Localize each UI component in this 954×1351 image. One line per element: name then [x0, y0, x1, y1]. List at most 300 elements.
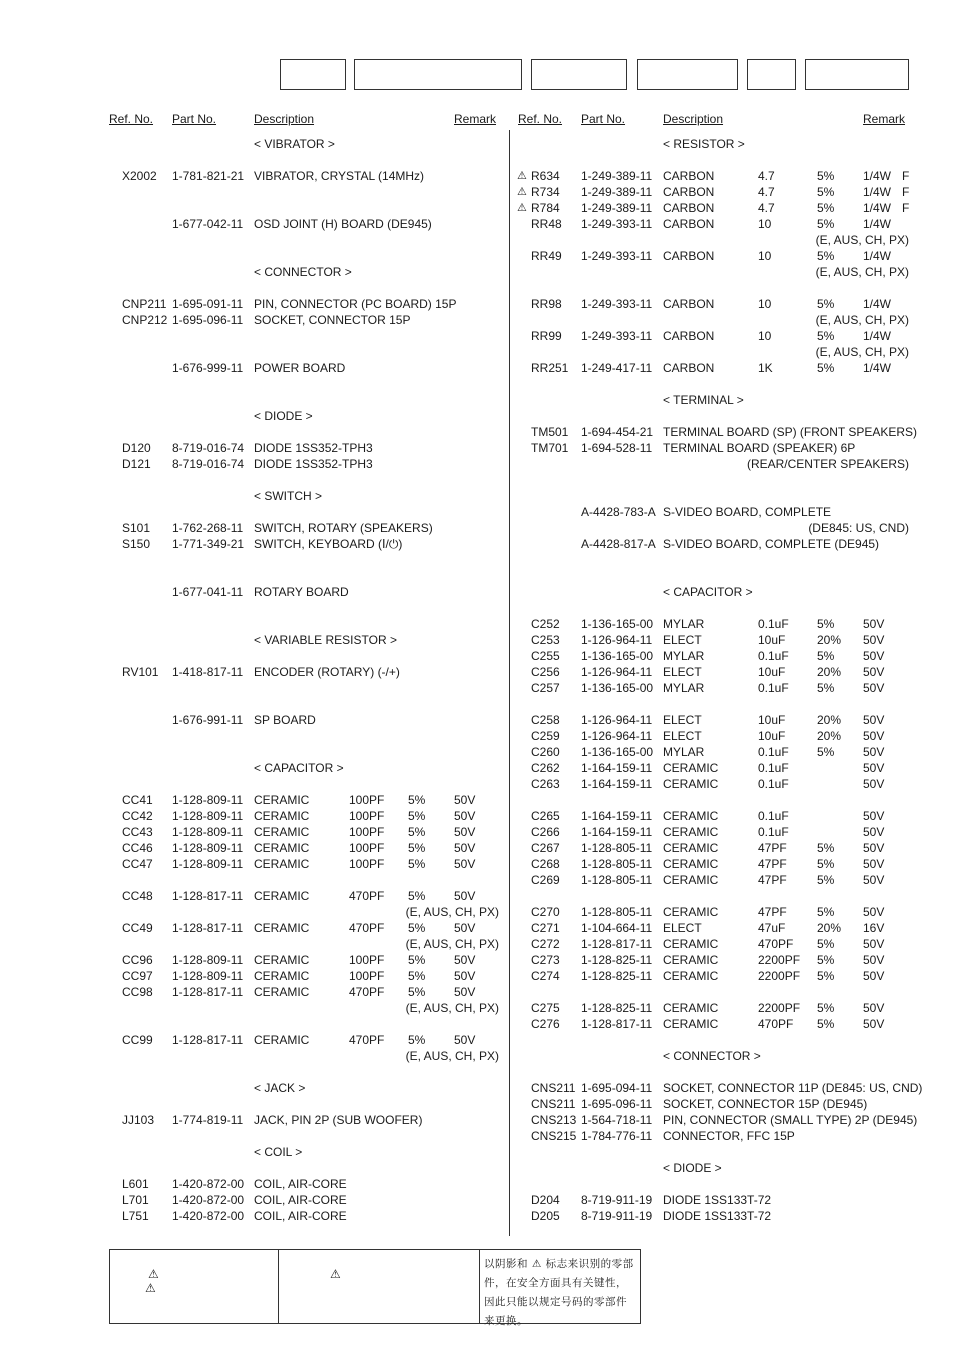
remark-note: (DE845: US, CND) — [808, 521, 909, 535]
section-title: < DIODE > — [254, 409, 313, 423]
ref-no: C252 — [531, 617, 560, 631]
description: CONNECTOR, FFC 15P — [663, 1129, 795, 1143]
tolerance: 5% — [817, 361, 835, 375]
part-no: 1-128-817-11 — [172, 889, 244, 903]
part-no: 1-164-159-11 — [581, 825, 653, 839]
rating: 50V — [454, 953, 476, 967]
part-no: 1-128-817-11 — [581, 937, 653, 951]
spacer-row — [509, 888, 954, 904]
ref-no: CNP211 — [122, 297, 167, 311]
ref-no: RR99 — [531, 329, 562, 343]
rating: 50V — [863, 633, 885, 647]
description: MYLAR — [663, 649, 705, 663]
value: 10uF — [758, 665, 786, 679]
rating: 50V — [454, 969, 476, 983]
description: ELECT — [663, 633, 702, 647]
spacer-row — [509, 376, 954, 392]
value: 0.1uF — [758, 681, 789, 695]
rating: 50V — [863, 1017, 885, 1031]
rating: 50V — [454, 921, 476, 935]
part-no: 1-771-349-21 — [172, 537, 245, 551]
part-row — [509, 856, 954, 872]
part-row — [509, 776, 954, 792]
tolerance: 5% — [817, 249, 835, 263]
part-no: 1-695-096-11 — [172, 313, 244, 327]
value: 0.1uF — [758, 777, 789, 791]
description: PIN, CONNECTOR (PC BOARD) 15P — [254, 297, 457, 311]
tolerance: 5% — [817, 297, 835, 311]
value: 470PF — [758, 1017, 794, 1031]
description: POWER BOARD — [254, 361, 346, 375]
part-row — [509, 1192, 954, 1208]
ref-no: L751 — [122, 1209, 149, 1223]
part-row — [509, 840, 954, 856]
ref-no: CNP212 — [122, 313, 168, 327]
part-row — [509, 664, 954, 680]
part-row — [0, 920, 509, 936]
part-no: 1-128-805-11 — [581, 841, 653, 855]
ref-no: C276 — [531, 1017, 560, 1031]
part-row — [509, 1128, 954, 1144]
description: CERAMIC — [254, 889, 310, 903]
rating: 50V — [863, 761, 885, 775]
remark-note: (E, AUS, CH, PX) — [815, 345, 909, 359]
rating: 50V — [863, 777, 885, 791]
ref-no: JJ103 — [122, 1113, 155, 1127]
ref-no: CC41 — [122, 793, 153, 807]
description: CARBON — [663, 249, 715, 263]
description: CERAMIC — [663, 825, 719, 839]
ref-no: CC42 — [122, 809, 153, 823]
description: SWITCH, KEYBOARD (Ⅰ/⏻) — [254, 537, 403, 551]
tolerance: 5% — [408, 969, 426, 983]
description: CERAMIC — [663, 873, 719, 887]
rating: 50V — [863, 937, 885, 951]
section-title: < DIODE > — [663, 1161, 722, 1175]
tolerance: 5% — [408, 921, 426, 935]
part-no: 1-249-389-11 — [581, 201, 653, 215]
ref-no: CC96 — [122, 953, 153, 967]
description: CARBON — [663, 361, 715, 375]
part-no: 1-781-821-21 — [172, 169, 245, 183]
description: ELECT — [663, 921, 702, 935]
spacer-row — [0, 184, 509, 200]
remark-note: (E, AUS, CH, PX) — [815, 265, 909, 279]
description: CARBON — [663, 297, 715, 311]
rating: 50V — [454, 825, 476, 839]
value: 0.1uF — [758, 761, 789, 775]
spacer-row — [0, 648, 509, 664]
part-row — [509, 216, 954, 232]
part-row — [0, 968, 509, 984]
description: CERAMIC — [663, 857, 719, 871]
value: 4.7 — [758, 201, 775, 215]
tolerance: 5% — [408, 985, 426, 999]
part-row — [509, 648, 954, 664]
description: DIODE 1SS133T-72 — [663, 1193, 772, 1207]
header-box-4 — [637, 59, 738, 90]
section-heading — [509, 136, 954, 152]
part-no: 1-694-454-21 — [581, 425, 654, 439]
ref-no: C274 — [531, 969, 560, 983]
description: DIODE 1SS352-TPH3 — [254, 441, 373, 455]
description: ROTARY BOARD — [254, 585, 349, 599]
description: VIBRATOR, CRYSTAL (14MHz) — [254, 169, 425, 183]
left-header-remark: Remark — [454, 112, 497, 126]
spacer-row — [0, 552, 509, 568]
description: PIN, CONNECTOR (SMALL TYPE) 2P (DE945) — [663, 1113, 918, 1127]
description: TERMINAL BOARD (SP) (FRONT SPEAKERS) — [663, 425, 918, 439]
ref-no: C266 — [531, 825, 560, 839]
part-no: 1-564-718-11 — [581, 1113, 653, 1127]
description: COIL, AIR-CORE — [254, 1193, 347, 1207]
description: CERAMIC — [254, 1033, 310, 1047]
section-title: < TERMINAL > — [663, 393, 744, 407]
part-no: 1-128-805-11 — [581, 857, 653, 871]
part-row — [0, 520, 509, 536]
part-row — [509, 184, 954, 200]
rating: 50V — [863, 681, 885, 695]
part-no: 1-128-809-11 — [172, 953, 244, 967]
rating: 50V — [863, 649, 885, 663]
part-row — [0, 856, 509, 872]
section-heading — [509, 584, 954, 600]
part-row — [509, 1096, 954, 1112]
value: 470PF — [349, 985, 385, 999]
ref-no: R784 — [531, 201, 560, 215]
section-title: < JACK > — [254, 1081, 306, 1095]
part-row — [0, 888, 509, 904]
remark-note: (E, AUS, CH, PX) — [405, 905, 499, 919]
rating: 50V — [454, 889, 476, 903]
part-no: 1-126-964-11 — [581, 729, 653, 743]
part-no: 1-104-664-11 — [581, 921, 653, 935]
rating: 50V — [863, 745, 885, 759]
rating: 1/4W — [863, 185, 892, 199]
ref-no: C273 — [531, 953, 560, 967]
value: 0.1uF — [758, 649, 789, 663]
value: 470PF — [349, 1033, 385, 1047]
notice-chinese-text: 以阴影和 ⚠ 标志来识别的零部件，在安全方面具有关键性，因此只能以规定号码的零部件来更换。 — [484, 1258, 634, 1327]
flag: F — [902, 201, 910, 215]
tolerance: 5% — [817, 1017, 835, 1031]
part-no: 1-128-805-11 — [581, 905, 653, 919]
section-heading — [0, 488, 509, 504]
remark-note: (E, AUS, CH, PX) — [405, 937, 499, 951]
ref-no: CNS211 — [531, 1097, 576, 1111]
spacer-row — [0, 1128, 509, 1144]
description: CERAMIC — [254, 969, 310, 983]
rating: 50V — [454, 1033, 476, 1047]
tolerance: 5% — [817, 217, 835, 231]
ref-no: D204 — [531, 1193, 560, 1207]
rating: 50V — [454, 809, 476, 823]
part-row — [0, 168, 509, 184]
description: CERAMIC — [254, 809, 310, 823]
value: 10uF — [758, 729, 786, 743]
description: ELECT — [663, 729, 702, 743]
ref-no: RR49 — [531, 249, 562, 263]
ref-no: C272 — [531, 937, 560, 951]
part-no: 8-719-911-19 — [581, 1193, 653, 1207]
left-header-ref: Ref. No. — [109, 112, 154, 126]
ref-no: R734 — [531, 185, 560, 199]
part-row — [509, 536, 954, 552]
tolerance: 5% — [817, 953, 835, 967]
ref-no: C268 — [531, 857, 560, 871]
ref-no: CC43 — [122, 825, 153, 839]
spacer-row — [509, 600, 954, 616]
part-row — [509, 248, 954, 264]
value: 47PF — [758, 841, 787, 855]
section-heading — [509, 392, 954, 408]
part-no: A-4428-783-A — [581, 505, 656, 519]
ref-no: C259 — [531, 729, 560, 743]
section-heading — [0, 760, 509, 776]
tolerance: 5% — [408, 857, 426, 871]
part-row — [509, 760, 954, 776]
value: 47PF — [758, 873, 787, 887]
remark-row — [0, 936, 509, 952]
rating: 50V — [863, 729, 885, 743]
tolerance: 20% — [817, 729, 842, 743]
rating: 50V — [863, 953, 885, 967]
value: 100PF — [349, 953, 385, 967]
description: JACK, PIN 2P (SUB WOOFER) — [254, 1113, 423, 1127]
description: CERAMIC — [254, 793, 310, 807]
part-row — [509, 1112, 954, 1128]
rating: 50V — [863, 665, 885, 679]
spacer-row — [509, 1032, 954, 1048]
spacer-row — [509, 696, 954, 712]
header-box-1 — [280, 59, 346, 90]
value: 470PF — [349, 889, 385, 903]
part-no: 1-136-165-00 — [581, 681, 654, 695]
part-row — [0, 952, 509, 968]
part-no: 1-136-165-00 — [581, 745, 654, 759]
part-no: 1-128-809-11 — [172, 969, 244, 983]
part-no: 1-420-872-00 — [172, 1209, 245, 1223]
ref-no: TM501 — [531, 425, 569, 439]
part-row — [0, 840, 509, 856]
header-box-5 — [747, 59, 796, 90]
ref-no: CC98 — [122, 985, 153, 999]
description: CERAMIC — [254, 985, 310, 999]
part-row — [509, 904, 954, 920]
part-no: 1-128-809-11 — [172, 841, 244, 855]
part-no: 1-128-817-11 — [581, 1017, 653, 1031]
flag: F — [902, 169, 910, 183]
remark-row — [509, 520, 954, 536]
tolerance: 5% — [817, 681, 835, 695]
description: SOCKET, CONNECTOR 15P (DE945) — [663, 1097, 868, 1111]
ref-no: C260 — [531, 745, 560, 759]
rating: 1/4W — [863, 297, 892, 311]
value: 100PF — [349, 825, 385, 839]
value: 10 — [758, 297, 772, 311]
spacer-row — [0, 1064, 509, 1080]
part-no: 1-418-817-11 — [172, 665, 244, 679]
part-row — [0, 712, 509, 728]
part-row — [509, 360, 954, 376]
section-heading — [509, 1048, 954, 1064]
part-row — [509, 440, 954, 456]
description: CERAMIC — [663, 905, 719, 919]
section-title: < VARIABLE RESISTOR > — [254, 633, 397, 647]
description: ENCODER (ROTARY) (-/+) — [254, 665, 400, 679]
right-header-ref: Ref. No. — [518, 112, 563, 126]
value: 470PF — [758, 937, 794, 951]
part-row — [0, 1032, 509, 1048]
section-title: < CAPACITOR > — [663, 585, 753, 599]
description: SOCKET, CONNECTOR 11P (DE845: US, CND) — [663, 1081, 923, 1095]
rating: 1/4W — [863, 169, 892, 183]
description: MYLAR — [663, 681, 705, 695]
description: CERAMIC — [254, 841, 310, 855]
rating: 50V — [863, 1001, 885, 1015]
spacer-row — [509, 1144, 954, 1160]
spacer-row — [509, 280, 954, 296]
notice-cell-english — [110, 1250, 279, 1323]
safety-notice-box — [109, 1249, 641, 1327]
value: 0.1uF — [758, 809, 789, 823]
ref-no: C256 — [531, 665, 560, 679]
ref-no: C263 — [531, 777, 560, 791]
tolerance: 5% — [817, 969, 835, 983]
warning-icon: ⚠ — [517, 186, 527, 198]
part-row — [509, 632, 954, 648]
description: CERAMIC — [663, 953, 719, 967]
ref-no: C265 — [531, 809, 560, 823]
part-row — [509, 872, 954, 888]
part-no: 1-677-041-11 — [172, 585, 244, 599]
part-no: 1-128-809-11 — [172, 825, 244, 839]
value: 2200PF — [758, 969, 801, 983]
description: CERAMIC — [254, 953, 310, 967]
right-header-remark: Remark — [863, 112, 906, 126]
ref-no: C253 — [531, 633, 560, 647]
part-row — [509, 744, 954, 760]
ref-no: CC46 — [122, 841, 153, 855]
part-no: 1-128-825-11 — [581, 1001, 653, 1015]
part-no: 1-695-096-11 — [581, 1097, 653, 1111]
spacer-row — [509, 408, 954, 424]
part-row — [509, 424, 954, 440]
part-no: 1-249-393-11 — [581, 329, 653, 343]
ref-no: CNS213 — [531, 1113, 577, 1127]
part-row — [0, 1176, 509, 1192]
part-row — [0, 456, 509, 472]
description: ELECT — [663, 665, 702, 679]
remark-row — [0, 1048, 509, 1064]
part-row — [0, 1192, 509, 1208]
value: 100PF — [349, 809, 385, 823]
warning-icon: ⚠ — [148, 1267, 159, 1281]
value: 100PF — [349, 857, 385, 871]
rating: 50V — [863, 809, 885, 823]
part-row — [0, 808, 509, 824]
part-row — [0, 216, 509, 232]
tolerance: 5% — [408, 825, 426, 839]
spacer-row — [0, 568, 509, 584]
description: CARBON — [663, 217, 715, 231]
tolerance: 5% — [817, 857, 835, 871]
value: 0.1uF — [758, 825, 789, 839]
description: CARBON — [663, 201, 715, 215]
part-no: 1-249-417-11 — [581, 361, 653, 375]
section-title: < CONNECTOR > — [663, 1049, 761, 1063]
description: CERAMIC — [663, 809, 719, 823]
part-row — [0, 312, 509, 328]
ref-no: S101 — [122, 521, 151, 535]
spacer-row — [0, 872, 509, 888]
tolerance: 5% — [408, 809, 426, 823]
tolerance: 20% — [817, 713, 842, 727]
remark-row — [0, 904, 509, 920]
spacer-row — [509, 488, 954, 504]
remark-row — [509, 232, 954, 248]
ref-no: RR48 — [531, 217, 562, 231]
part-row — [0, 1112, 509, 1128]
part-no: 1-136-165-00 — [581, 617, 654, 631]
part-no: 1-695-094-11 — [581, 1081, 653, 1095]
part-no: 1-677-042-11 — [172, 217, 244, 231]
tolerance: 5% — [408, 953, 426, 967]
description: S-VIDEO BOARD, COMPLETE — [663, 505, 832, 519]
remark-note: (E, AUS, CH, PX) — [405, 1049, 499, 1063]
value: 470PF — [349, 921, 385, 935]
tolerance: 5% — [408, 841, 426, 855]
spacer-row — [0, 424, 509, 440]
description: CERAMIC — [663, 761, 719, 775]
rating: 50V — [863, 825, 885, 839]
value: 10 — [758, 329, 772, 343]
description: CERAMIC — [663, 841, 719, 855]
ref-no: C270 — [531, 905, 560, 919]
spacer-row — [509, 1176, 954, 1192]
part-row — [0, 984, 509, 1000]
value: 100PF — [349, 841, 385, 855]
spacer-row — [0, 616, 509, 632]
notice-cell-french — [278, 1250, 480, 1323]
spacer-row — [0, 200, 509, 216]
left-parts-list — [0, 136, 509, 1224]
part-no: 1-249-389-11 — [581, 169, 653, 183]
part-row — [0, 584, 509, 600]
part-no: 8-719-911-19 — [581, 1209, 653, 1223]
flag: F — [902, 185, 910, 199]
rating: 50V — [863, 617, 885, 631]
remark-note: (E, AUS, CH, PX) — [405, 1001, 499, 1015]
ref-no: C258 — [531, 713, 560, 727]
part-no: 1-164-159-11 — [581, 777, 653, 791]
part-row — [509, 936, 954, 952]
part-no: 1-164-159-11 — [581, 809, 653, 823]
part-row — [509, 504, 954, 520]
section-heading — [0, 632, 509, 648]
part-no: 8-719-016-74 — [172, 441, 245, 455]
part-no: 1-695-091-11 — [172, 297, 244, 311]
section-title: < CAPACITOR > — [254, 761, 344, 775]
spacer-row — [0, 1016, 509, 1032]
part-row — [509, 824, 954, 840]
spacer-row — [0, 1160, 509, 1176]
part-row — [509, 296, 954, 312]
part-row — [0, 1208, 509, 1224]
description: S-VIDEO BOARD, COMPLETE (DE945) — [663, 537, 880, 551]
spacer-row — [0, 344, 509, 360]
description: CERAMIC — [254, 921, 310, 935]
